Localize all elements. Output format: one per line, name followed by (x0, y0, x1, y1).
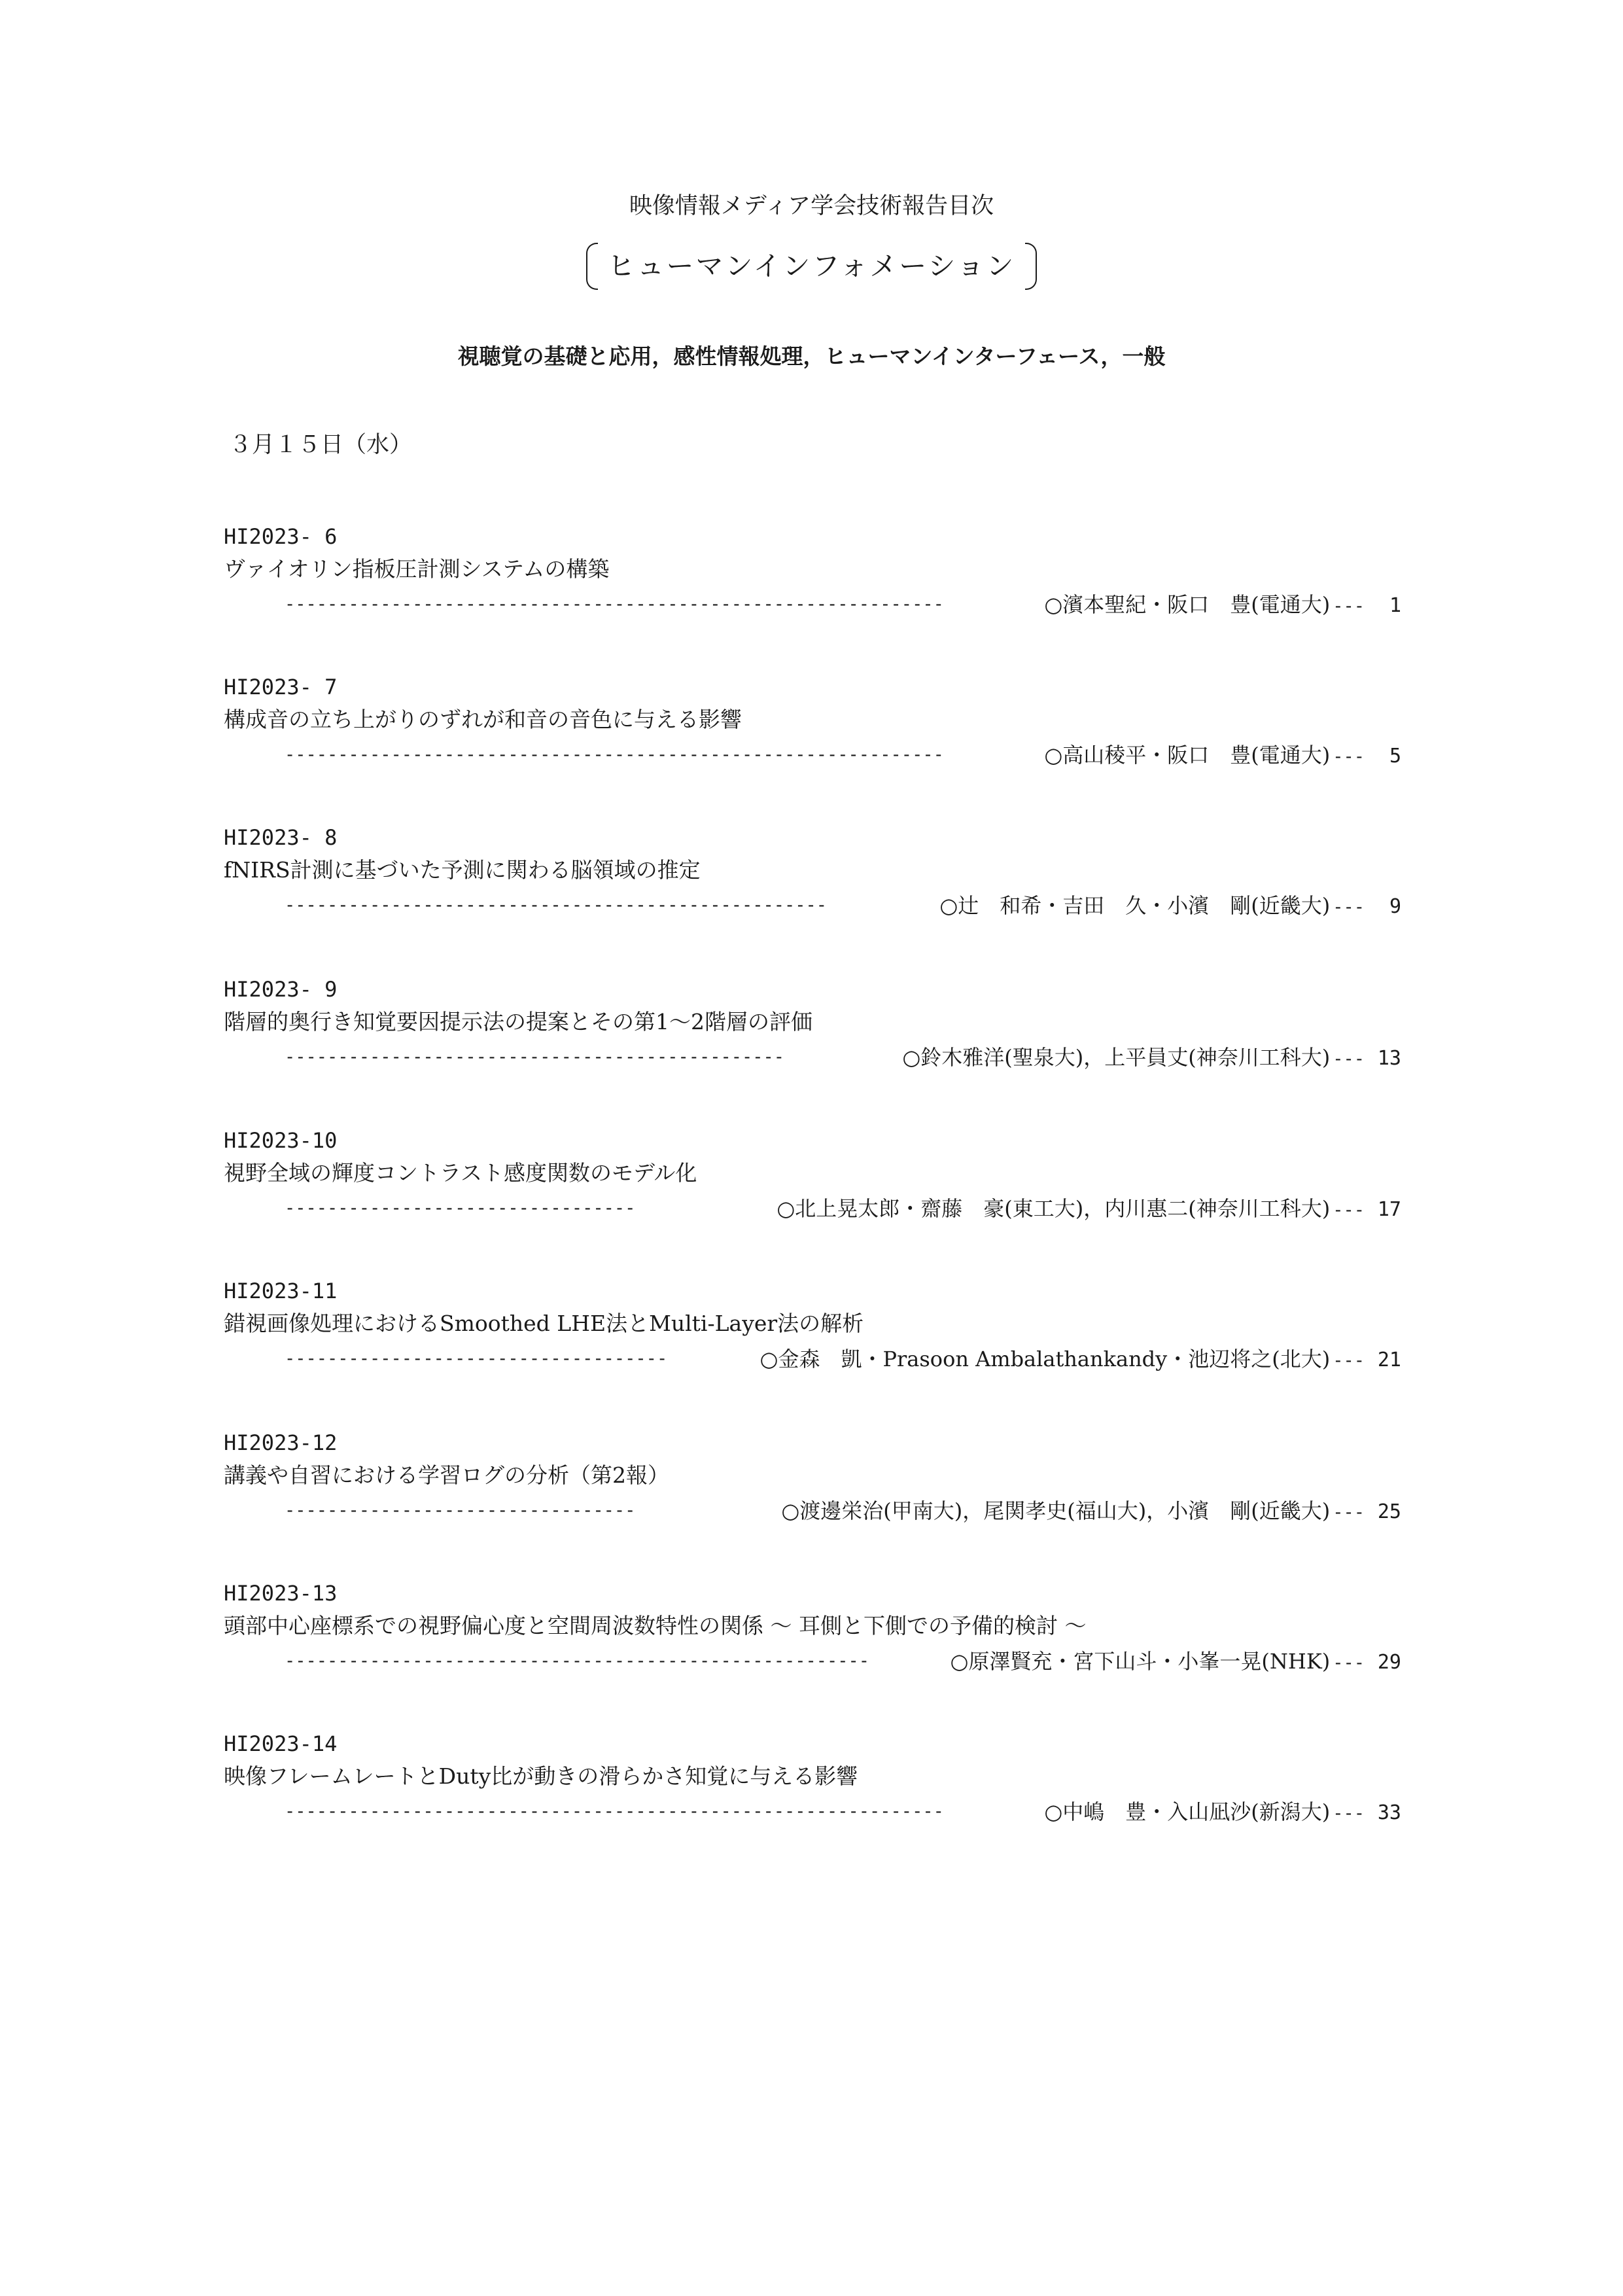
entry-id: HI2023-11 (224, 1279, 338, 1303)
tail-dashes: --- (1333, 1502, 1365, 1523)
page-number: 33 (1377, 1801, 1401, 1824)
tail-dashes: --- (1333, 1653, 1365, 1673)
entry-id: HI2023-14 (224, 1731, 338, 1756)
subtitle-block (0, 237, 1623, 296)
authors-and-page (1044, 736, 1401, 776)
entry-id: HI2023- 6 (224, 524, 338, 549)
toc-entry (224, 973, 1401, 1076)
toc-entry (224, 1577, 1401, 1680)
entry-author-line (224, 1038, 1401, 1076)
page-number: 1 (1389, 594, 1401, 617)
left-bracket-icon (586, 243, 598, 290)
page-number: 21 (1377, 1349, 1401, 1371)
authors-and-page (1044, 586, 1401, 626)
entry-authors: ○中嶋 豊・入山凪沙(新潟大) (1044, 1799, 1331, 1824)
entry-id: HI2023-12 (224, 1430, 338, 1455)
entry-authors: ○金森 凱・Prasoon Ambalathankandy・池辺将之(北大) (759, 1347, 1331, 1371)
tail-dashes: --- (1333, 1200, 1365, 1220)
entry-authors: ○北上晃太郎・齋藤 豪(東工大)，内川惠二(神奈川工科大) (777, 1196, 1331, 1221)
entry-title: 映像フレームレートとDuty比が動きの滑らかさ知覚に与える影響 (224, 1763, 858, 1789)
toc-entry (224, 821, 1401, 925)
entry-author-line (224, 1340, 1401, 1378)
leader-dashes: ----------------------------------------------- (285, 1047, 785, 1067)
tail-dashes: --- (1333, 1351, 1365, 1371)
authors-and-page (777, 1190, 1401, 1229)
session-title: 視聴覚の基礎と応用，感性情報処理，ヒューマンインターフェース，一般 (457, 344, 1166, 369)
entry-author-line (224, 1793, 1401, 1831)
authors-and-page (902, 1038, 1401, 1078)
toc-entry (224, 1727, 1401, 1831)
entry-title: 視野全域の輝度コントラスト感度関数のモデル化 (224, 1160, 697, 1186)
toc-entry (224, 1124, 1401, 1227)
entry-authors: ○鈴木雅洋(聖泉大)，上平員丈(神奈川工科大) (902, 1045, 1331, 1070)
page-number: 9 (1389, 895, 1401, 918)
entry-author-line (224, 736, 1401, 774)
leader-dashes: -------------------------------------------------------------- (285, 594, 944, 614)
leader-dashes: -------------------------------------------------------------- (285, 745, 944, 765)
tail-dashes: --- (1333, 1049, 1365, 1069)
entry-author-line (224, 1642, 1401, 1680)
entry-title: 階層的奥行き知覚要因提示法の提案とその第1～2階層の評価 (224, 1009, 812, 1034)
entry-authors: ○渡邊栄治(甲南大)，尾関孝史(福山大)，小濱 剛(近畿大) (781, 1498, 1331, 1523)
leader-dashes: ------------------------------------ (285, 1349, 668, 1369)
entry-id: HI2023- 9 (224, 977, 338, 1002)
entry-authors: ○辻 和希・吉田 久・小濱 剛(近畿大) (939, 893, 1331, 918)
entry-title: fNIRS計測に基づいた予測に関わる脳領域の推定 (224, 857, 701, 883)
page-number: 17 (1377, 1198, 1401, 1221)
authors-and-page (939, 887, 1401, 927)
tail-dashes: --- (1333, 1803, 1365, 1824)
page-number: 25 (1377, 1500, 1401, 1523)
right-bracket-icon (1025, 243, 1037, 290)
entry-id: HI2023-13 (224, 1581, 338, 1606)
leader-dashes: --------------------------------------------------- (285, 895, 828, 915)
tail-dashes: --- (1333, 897, 1365, 917)
entry-id: HI2023- 8 (224, 825, 338, 850)
authors-and-page (760, 1340, 1401, 1380)
entry-id: HI2023- 7 (224, 675, 338, 699)
entry-title: 錯視画像処理におけるSmoothed LHE法とMulti-Layer法の解析 (224, 1311, 864, 1336)
session-date: ３月１５日（水） (229, 432, 413, 458)
report-heading: 映像情報メディア学会技術報告目次 (629, 193, 994, 219)
entry-title: 講義や自習における学習ログの分析（第2報） (224, 1462, 669, 1488)
leader-dashes: -------------------------------------------------------------- (285, 1801, 944, 1822)
leader-dashes: ------------------------------------------------------- (285, 1651, 870, 1671)
authors-and-page (781, 1492, 1401, 1532)
entry-author-line (224, 1190, 1401, 1227)
toc-entry (224, 520, 1401, 624)
leader-dashes: --------------------------------- (285, 1500, 636, 1521)
entry-authors: ○濱本聖紀・阪口 豊(電通大) (1044, 592, 1331, 617)
entry-title: ヴァイオリン指板圧計測システムの構築 (224, 556, 610, 582)
entry-author-line (224, 1492, 1401, 1530)
toc-entry (224, 1426, 1401, 1530)
tail-dashes: --- (1333, 747, 1365, 767)
entry-author-line (224, 887, 1401, 925)
entry-title: 頭部中心座標系での視野偏心度と空間周波数特性の関係 ～ 耳側と下側での予備的検討 ～ (224, 1613, 1087, 1638)
authors-and-page (951, 1642, 1402, 1682)
leader-dashes: --------------------------------- (285, 1198, 636, 1218)
entry-id: HI2023-10 (224, 1128, 338, 1153)
subtitle: ヒューマンインフォメーション (607, 250, 1016, 282)
entry-authors: ○原澤賢充・宮下山斗・小峯一晃(NHK) (950, 1649, 1331, 1674)
page-number: 29 (1377, 1651, 1401, 1674)
entry-authors: ○高山稜平・阪口 豊(電通大) (1044, 743, 1331, 768)
authors-and-page (1044, 1793, 1401, 1833)
tail-dashes: --- (1333, 596, 1365, 616)
toc-entry (224, 1275, 1401, 1378)
page-number: 13 (1377, 1047, 1401, 1070)
entry-author-line (224, 586, 1401, 624)
entry-title: 構成音の立ち上がりのずれが和音の音色に与える影響 (224, 707, 742, 732)
page-number: 5 (1389, 745, 1401, 768)
toc-entry (224, 671, 1401, 774)
